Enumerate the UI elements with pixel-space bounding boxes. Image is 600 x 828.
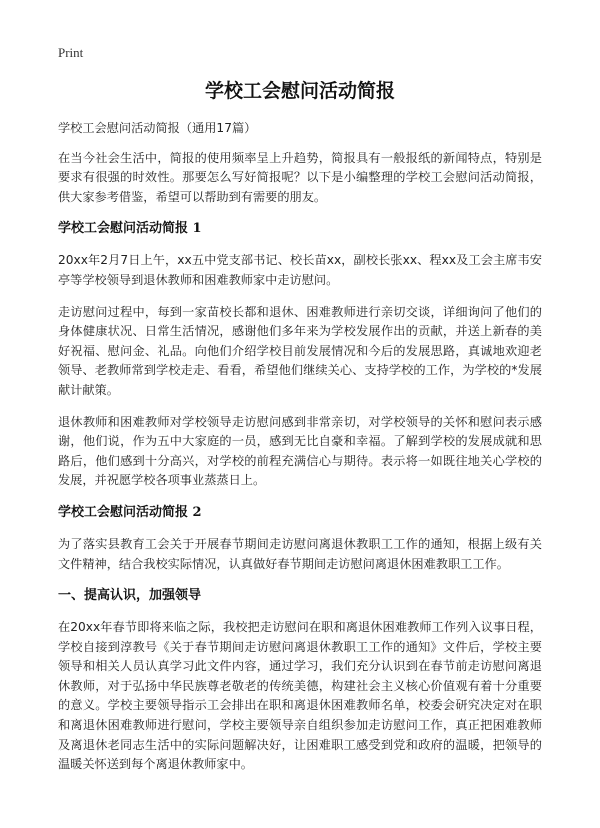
section-2-subheading: 一、提高认识，加强领导 <box>58 588 202 604</box>
section-1-paragraph-1: 20xx年2月7日上午，xx五中党支部书记、校长苗xx，副校长张xx、程xx及工会主席韦安亭等学校领导到退休教师和困难教师家中走访慰问。 <box>58 253 542 287</box>
section-1-paragraph-2: 走访慰问过程中，每到一家苗校长都和退休、困难教师进行亲切交谈，详细询问了他们的身体健康状况、日常生活情况，感谢他们多年来为学校发展作出的贡献，并送上新春的美好祝福、慰问金、礼品。向他们介绍学校目前发展情况和今后的发展思路，真诚地欢迎老领导、老教师常到学校走走、看看，希望他们继续关心、支持学校的工作，为学校的*发展献计献策。 <box>58 304 542 397</box>
section-1-paragraph-3: 退休教师和困难教师对学校领导走访慰问感到非常亲切，对学校领导的关怀和慰问表示感谢，他们说，作为五中大家庭的一员，感到无比自豪和幸福。了解到学校的发展成就和思路后，他们感到十分高兴，对学校的前程充满信心与期待。表示将一如既往地关心学校的发展，并祝愿学校各项事业蒸蒸日上。 <box>58 414 542 488</box>
section-2-heading: 学校工会慰问活动简报 2 <box>58 504 202 520</box>
article-body <box>58 119 542 775</box>
article-subtitle: 学校工会慰问活动简报（通用17篇） <box>58 121 257 135</box>
section-2-sub-paragraph-1: 在20xx年春节即将来临之际，我校把走访慰问在职和离退休困难教师工作列入议事日程，学校自接到淳教号《关于春节期间走访慰问离退休教职工工作的通知》文件后，学校主要领导和相关人员认真学习此文件内容，通过学习，我们充分认识到在春节前走访慰问离退休教师，对于弘扬中华民族尊老敬老的传统美德，构建社会主义核心价值观有着十分重要的意义。学校主要领导指示工会排出在职和离退休困难教师名单，校委会研究决定对在职和离退休困难教师进行慰问，学校主要领导亲自组织参加走访慰问工作，真正把困难教师及离退休老同志生活中的实际问题解决好，让困难职工感受到党和政府的温暖，把领导的温暖关怀送到每个离退休教师家中。 <box>58 620 542 772</box>
intro-paragraph: 在当今社会生活中，简报的使用频率呈上升趋势，简报具有一般报纸的新闻特点，特别是要求有很强的时效性。那要怎么写好简报呢？以下是小编整理的学校工会慰问活动简报，供大家参考借鉴，希望可以帮助到有需要的朋友。 <box>58 150 542 204</box>
page-title: 学校工会慰问活动简报 <box>204 80 395 102</box>
section-1-heading: 学校工会慰问活动简报 1 <box>58 221 202 237</box>
section-2-paragraph-1: 为了落实县教育工会关于开展春节期间走访慰问离退休教职工工作的通知，根据上级有关文件精神，结合我校实际情况，认真做好春节期间走访慰问离退休困难教职工工作。 <box>58 536 542 571</box>
print-link[interactable]: Print <box>58 45 84 60</box>
